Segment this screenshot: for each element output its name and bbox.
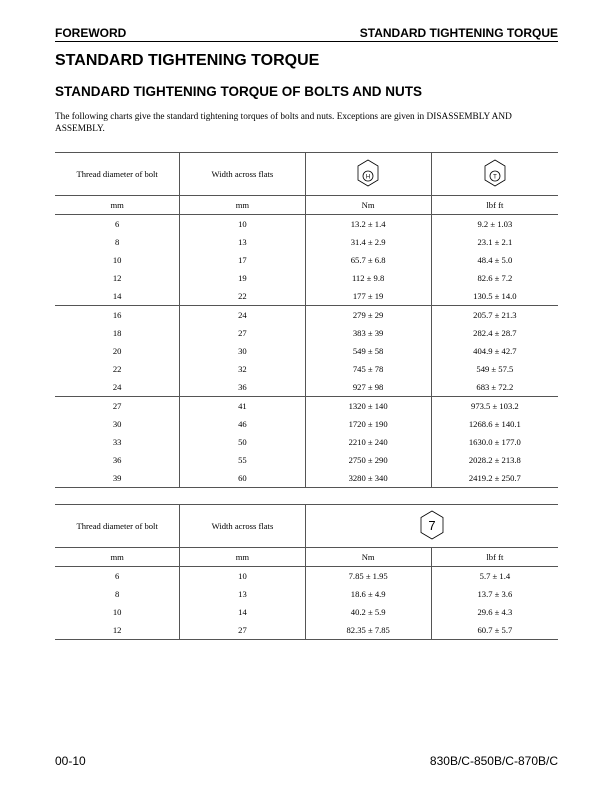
unit-cell: mm — [55, 196, 180, 215]
table-cell: 8 — [114, 237, 120, 247]
table-cell: 27 — [180, 621, 305, 640]
table-cell: 9.2 ± 1.03 — [431, 215, 558, 234]
header-rule — [55, 41, 558, 42]
table-cell: 27 — [180, 324, 305, 342]
table-cell: 404.9 ± 42.7 — [431, 342, 558, 360]
table-row — [55, 451, 558, 469]
table-row — [55, 621, 558, 640]
unit-cell: Nm — [305, 196, 431, 215]
table-cell: 1320 ± 140 — [305, 397, 431, 416]
table-cell: 973.5 ± 103.2 — [431, 397, 558, 416]
table-cell: 2210 ± 240 — [305, 433, 431, 451]
table-cell: 13.2 ± 1.4 — [305, 215, 431, 234]
table-row — [55, 269, 558, 287]
table-cell: 112 ± 9.8 — [305, 269, 431, 287]
svg-text:T: T — [493, 174, 497, 181]
width-across-flats-header: Width across flats — [180, 153, 305, 196]
table-cell: 39 — [112, 473, 122, 483]
section-subtitle: STANDARD TIGHTENING TORQUE OF BOLTS AND NUTS — [55, 84, 422, 99]
table-cell: 27 — [55, 397, 180, 416]
table-cell: 19 — [180, 269, 305, 287]
table-cell: 36 — [180, 378, 305, 397]
svg-text:7: 7 — [428, 518, 436, 533]
table-cell: 549 ± 57.5 — [431, 360, 558, 378]
table-cell: 13 — [180, 585, 305, 603]
table-cell: 279 ± 29 — [305, 306, 431, 325]
special-bolt-torque-table — [55, 504, 558, 640]
running-header — [55, 26, 558, 40]
table-header-row — [55, 153, 558, 196]
table-row — [55, 287, 558, 306]
table-row — [55, 215, 558, 234]
units-row — [55, 196, 558, 215]
table-cell: 20 — [112, 346, 122, 356]
table-row — [55, 233, 558, 251]
table-cell: 2750 ± 290 — [305, 451, 431, 469]
table-cell: 2028.2 ± 213.8 — [431, 451, 558, 469]
table-cell: 31.4 ± 2.9 — [305, 233, 431, 251]
bolt-torque-table — [55, 152, 558, 488]
table-cell: 22 — [180, 287, 305, 306]
table-cell: 82.35 ± 7.85 — [305, 621, 431, 640]
bolt-grade-7-icon — [305, 505, 558, 548]
table-row — [55, 469, 558, 488]
table-cell: 7.85 ± 1.95 — [305, 567, 431, 586]
table-cell: 549 ± 58 — [305, 342, 431, 360]
table-cell: 5.7 ± 1.4 — [431, 567, 558, 586]
table-row — [55, 397, 558, 416]
table-header-row — [55, 505, 558, 548]
table-cell: 30 — [112, 419, 122, 429]
table-cell: 1630.0 ± 177.0 — [431, 433, 558, 451]
table-cell: 177 ± 19 — [305, 287, 431, 306]
table-cell: 1268.6 ± 140.1 — [431, 415, 558, 433]
table-row — [55, 324, 558, 342]
table-cell: 46 — [180, 415, 305, 433]
table-cell: 205.7 ± 21.3 — [431, 306, 558, 325]
table-cell: 40.2 ± 5.9 — [305, 603, 431, 621]
table-cell: 60 — [180, 469, 305, 488]
table-row — [55, 342, 558, 360]
table-cell: 10 — [180, 567, 305, 586]
table-cell: 41 — [180, 397, 305, 416]
table-cell: 50 — [180, 433, 305, 451]
svg-text:H: H — [365, 174, 371, 181]
header-section: FOREWORD — [55, 26, 127, 40]
table-cell: 82.6 ± 7.2 — [431, 269, 558, 287]
table-cell: 10 — [112, 255, 122, 265]
table-cell: 30 — [180, 342, 305, 360]
table-cell: 55 — [180, 451, 305, 469]
units-row — [55, 548, 558, 567]
table-cell: 18 — [112, 328, 122, 338]
table-cell: 23.1 ± 2.1 — [431, 233, 558, 251]
table-cell: 282.4 ± 28.7 — [431, 324, 558, 342]
table-cell: 130.5 ± 14.0 — [431, 287, 558, 306]
page-title: STANDARD TIGHTENING TORQUE — [55, 52, 320, 69]
page-number: 00-10 — [55, 754, 86, 768]
hex-head-bolt-icon — [305, 153, 431, 196]
table-cell: 12 — [112, 625, 122, 635]
table-row — [55, 360, 558, 378]
table-cell: 17 — [180, 251, 305, 269]
table-cell: 10 — [112, 607, 122, 617]
table-cell: 927 ± 98 — [305, 378, 431, 397]
unit-cell: Nm — [305, 548, 431, 567]
table-row — [55, 378, 558, 397]
hex-socket-bolt-icon — [431, 153, 558, 196]
table-cell: 1720 ± 190 — [305, 415, 431, 433]
table-cell: 745 ± 78 — [305, 360, 431, 378]
table-row — [55, 306, 558, 325]
unit-cell: mm — [180, 548, 305, 567]
table-cell: 2419.2 ± 250.7 — [431, 469, 558, 488]
table-row — [55, 415, 558, 433]
table-cell: 24 — [180, 306, 305, 325]
width-across-flats-header: Width across flats — [180, 505, 305, 548]
table-cell: 13 — [180, 233, 305, 251]
table-cell: 60.7 ± 5.7 — [431, 621, 558, 640]
table-cell: 6 — [114, 219, 120, 229]
table-row — [55, 251, 558, 269]
table-cell: 16 — [55, 306, 180, 325]
table-cell: 22 — [112, 364, 122, 374]
table-cell: 10 — [180, 215, 305, 234]
table-cell: 683 ± 72.2 — [431, 378, 558, 397]
thread-diameter-header: Thread diameter of bolt — [76, 521, 158, 531]
unit-cell: mm — [55, 548, 180, 567]
table-cell: 18.6 ± 4.9 — [305, 585, 431, 603]
thread-diameter-header: Thread diameter of bolt — [76, 169, 158, 179]
table-cell: 3280 ± 340 — [305, 469, 431, 488]
intro-paragraph: The following charts give the standard tightening torques of bolts and nuts. Exceptions are given in DISASSEMBLY AND ASSEMBLY. — [55, 112, 512, 134]
table-cell: 65.7 ± 6.8 — [305, 251, 431, 269]
unit-cell: lbf ft — [431, 548, 558, 567]
header-topic: STANDARD TIGHTENING TORQUE — [359, 26, 558, 40]
table-cell: 32 — [180, 360, 305, 378]
table-row — [55, 433, 558, 451]
unit-cell: lbf ft — [431, 196, 558, 215]
table-cell: 12 — [112, 273, 122, 283]
model-number: 830B/C-850B/C-870B/C — [429, 754, 558, 768]
table-cell: 383 ± 39 — [305, 324, 431, 342]
table-row — [55, 585, 558, 603]
unit-cell: mm — [180, 196, 305, 215]
table-cell: 14 — [112, 291, 122, 301]
table-cell: 8 — [115, 589, 120, 599]
table-row — [55, 603, 558, 621]
table-cell: 36 — [112, 455, 122, 465]
table-cell: 14 — [180, 603, 305, 621]
table-cell: 33 — [112, 437, 122, 447]
table-cell: 24 — [112, 382, 122, 392]
table-cell: 48.4 ± 5.0 — [431, 251, 558, 269]
table-cell: 29.6 ± 4.3 — [431, 603, 558, 621]
table-cell: 6 — [115, 571, 120, 581]
table-row — [55, 567, 558, 586]
table-cell: 13.7 ± 3.6 — [431, 585, 558, 603]
